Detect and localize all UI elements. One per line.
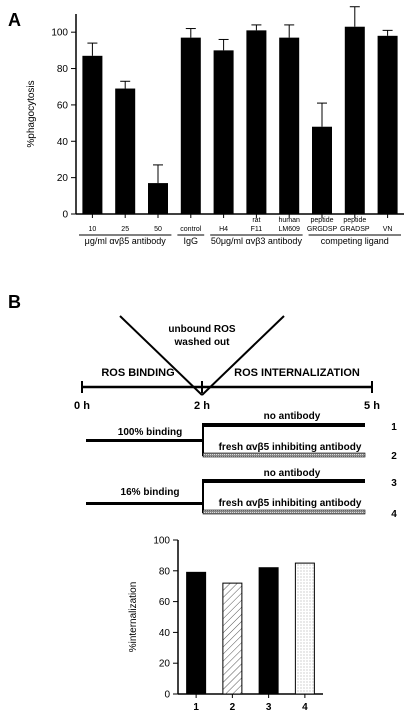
a-x-tick-label: rat F11 [250, 217, 263, 233]
a-y-tick-label: 0 [62, 209, 68, 221]
a-x-tick-label: human LM609 [278, 217, 300, 233]
b-y-tick-label: 0 [164, 689, 170, 701]
a-bar [181, 38, 201, 214]
a-x-tick-label: 10 [88, 226, 97, 233]
a-x-tick-label: 50 [154, 226, 162, 233]
time-0h: 0 h [74, 400, 90, 412]
a-bar [246, 30, 266, 214]
a-bar [214, 50, 234, 214]
a-group-label: competing ligand [320, 236, 389, 246]
a-y-tick-label: 80 [56, 64, 68, 76]
a-x-tick-label: peptide GRADSP [340, 217, 370, 233]
b-x-tick-label: 4 [302, 702, 308, 713]
time-2h: 2 h [194, 400, 210, 412]
a-group-label: μg/ml αvβ5 antibody [84, 236, 166, 246]
b-y-axis-label: %internalization [128, 581, 139, 653]
b-bar [187, 572, 206, 694]
b-x-tick-label: 2 [229, 702, 236, 713]
a-y-tick-label: 60 [56, 100, 68, 112]
b-y-tick-label: 60 [158, 597, 170, 609]
a-x-tick-label: control [180, 226, 202, 233]
a-bar [148, 183, 168, 214]
fresh-antibody-label-2: fresh αvβ5 inhibiting antibody [218, 498, 362, 509]
a-bar [378, 36, 398, 214]
a-bar [345, 27, 365, 214]
b-y-tick-label: 20 [158, 658, 170, 670]
a-x-tick-label: peptide GRGDSP [306, 217, 338, 233]
bar-no-antibody-2 [203, 479, 365, 483]
b-x-tick-label: 3 [265, 702, 272, 713]
panel-b-letter: B [8, 292, 21, 312]
panel-a-letter: A [8, 10, 21, 30]
a-bar [312, 127, 332, 214]
connector-1 [202, 423, 204, 456]
unbound-label-1: unbound ROS [168, 324, 236, 335]
ros-internalization-label: ROS INTERNALIZATION [234, 367, 360, 379]
a-bar [279, 38, 299, 214]
bar-no-antibody-1 [203, 423, 365, 427]
a-group-label: IgG [183, 236, 199, 246]
no-antibody-label-1: no antibody [263, 411, 321, 422]
b-y-tick-label: 80 [158, 566, 170, 578]
ros-binding-label: ROS BINDING [101, 367, 175, 379]
a-y-tick-label: 100 [51, 27, 68, 39]
a-y-tick-label: 40 [56, 136, 68, 148]
fresh-antibody-label-1: fresh αvβ5 inhibiting antibody [218, 442, 362, 453]
a-bar [82, 56, 102, 214]
a-x-tick-label: H4 [219, 226, 229, 233]
b-bar [259, 568, 278, 694]
chart-b [128, 536, 323, 714]
bar-fresh-antibody-1 [203, 453, 365, 457]
bar-binding-100 [86, 439, 203, 442]
a-x-tick-label: 25 [121, 226, 130, 233]
binding-16-label: 16% binding [120, 487, 180, 498]
binding-100-label: 100% binding [117, 427, 183, 438]
bar-fresh-antibody-2 [203, 510, 365, 514]
row-number-2: 2 [391, 451, 397, 462]
no-antibody-label-2: no antibody [263, 468, 321, 479]
b-y-tick-label: 100 [153, 535, 170, 547]
row-number-3: 3 [391, 478, 397, 489]
row-number-4: 4 [391, 509, 397, 520]
b-bar [223, 583, 242, 694]
row-number-1: 1 [391, 422, 397, 433]
b-bar [295, 563, 314, 694]
a-bar [115, 89, 135, 214]
a-group-label: 50μg/ml αvβ3 antibody [210, 236, 302, 246]
a-y-tick-label: 20 [56, 173, 68, 185]
a-x-tick-label: VN [382, 226, 393, 233]
unbound-label-2: washed out [174, 337, 230, 348]
b-x-tick-label: 1 [193, 702, 199, 713]
bar-binding-16 [86, 502, 203, 505]
timeline-diagram [74, 316, 397, 520]
a-y-axis-label: %phagocytosis [26, 80, 37, 148]
b-y-tick-label: 40 [158, 627, 170, 639]
time-5h: 5 h [364, 400, 380, 412]
connector-2 [202, 479, 204, 513]
chart-a [26, 7, 404, 246]
